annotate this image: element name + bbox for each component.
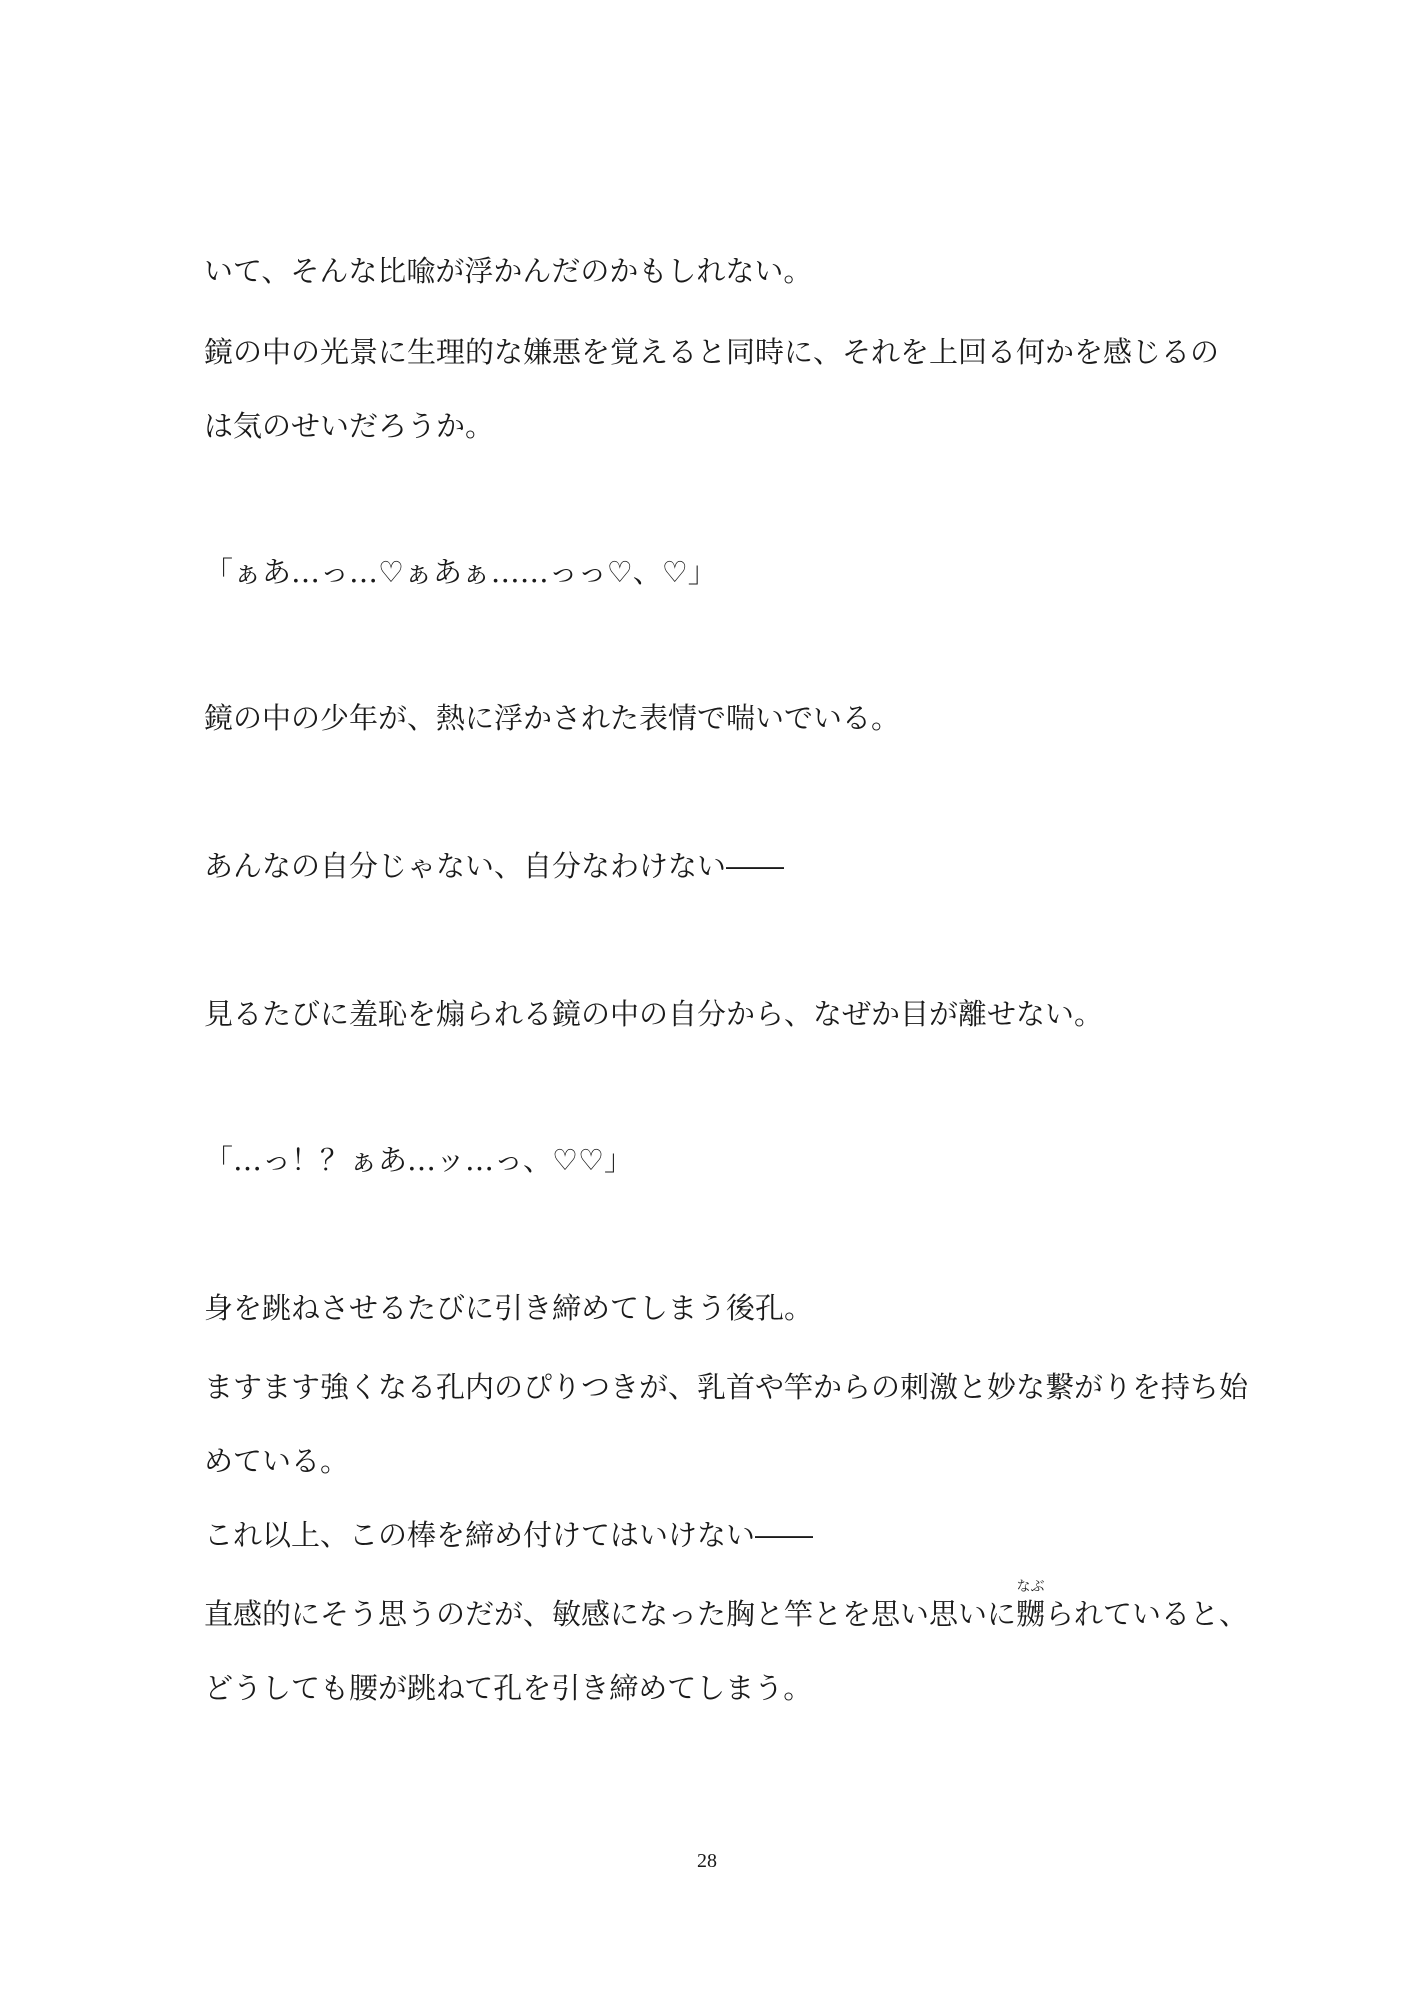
text-line-4: 鏡の中の少年が、熱に浮かされた表情で喘いでいる。 <box>204 701 901 735</box>
text-line-2: 鏡の中の光景に生理的な嫌悪を覚えると同時に、それを上回る何かを感じるの <box>204 335 1220 369</box>
text-line-3: は気のせいだろうか。 <box>204 409 495 443</box>
text-line-ruby <box>204 1579 1249 1631</box>
dialogue-line-1: 「ぁあ…っ…♡ぁあぁ……っっ♡、♡」 <box>204 555 717 589</box>
text-line-1: いて、そんな比喩が浮かんだのかもしれない。 <box>204 254 813 288</box>
text-line-10: これ以上、この棒を締め付けてはいけない―― <box>204 1518 814 1552</box>
dialogue-line-2: 「…っ！？ぁあ…ッ…っ、♡♡」 <box>204 1143 633 1177</box>
text-line-8: ますます強くなる孔内のぴりつきが、乳首や竿からの刺激と妙な繋がりを持ち始 <box>204 1370 1249 1404</box>
ruby-line-before: 直感的にそう思うのだが、敏感になった胸と竿とを思い思いに <box>204 1597 1017 1631</box>
ruby-base: 嬲 <box>1016 1597 1046 1631</box>
text-line-11: どうしても腰が跳ねて孔を引き締めてしまう。 <box>204 1671 813 1705</box>
text-line-7: 身を跳ねさせるたびに引き締めてしまう後孔。 <box>204 1291 814 1325</box>
ruby-reading: なぶ <box>1016 1579 1045 1595</box>
page-number: 28 <box>697 1850 717 1872</box>
ruby-annotation <box>1016 1579 1046 1631</box>
text-line-6: 見るたびに羞恥を煽られる鏡の中の自分から、なぜか目が離せない。 <box>204 997 1104 1031</box>
ruby-line-after: られていると、 <box>1045 1597 1249 1631</box>
text-line-5: あんなの自分じゃない、自分なわけない―― <box>204 849 785 883</box>
text-line-9: めている。 <box>204 1444 350 1478</box>
